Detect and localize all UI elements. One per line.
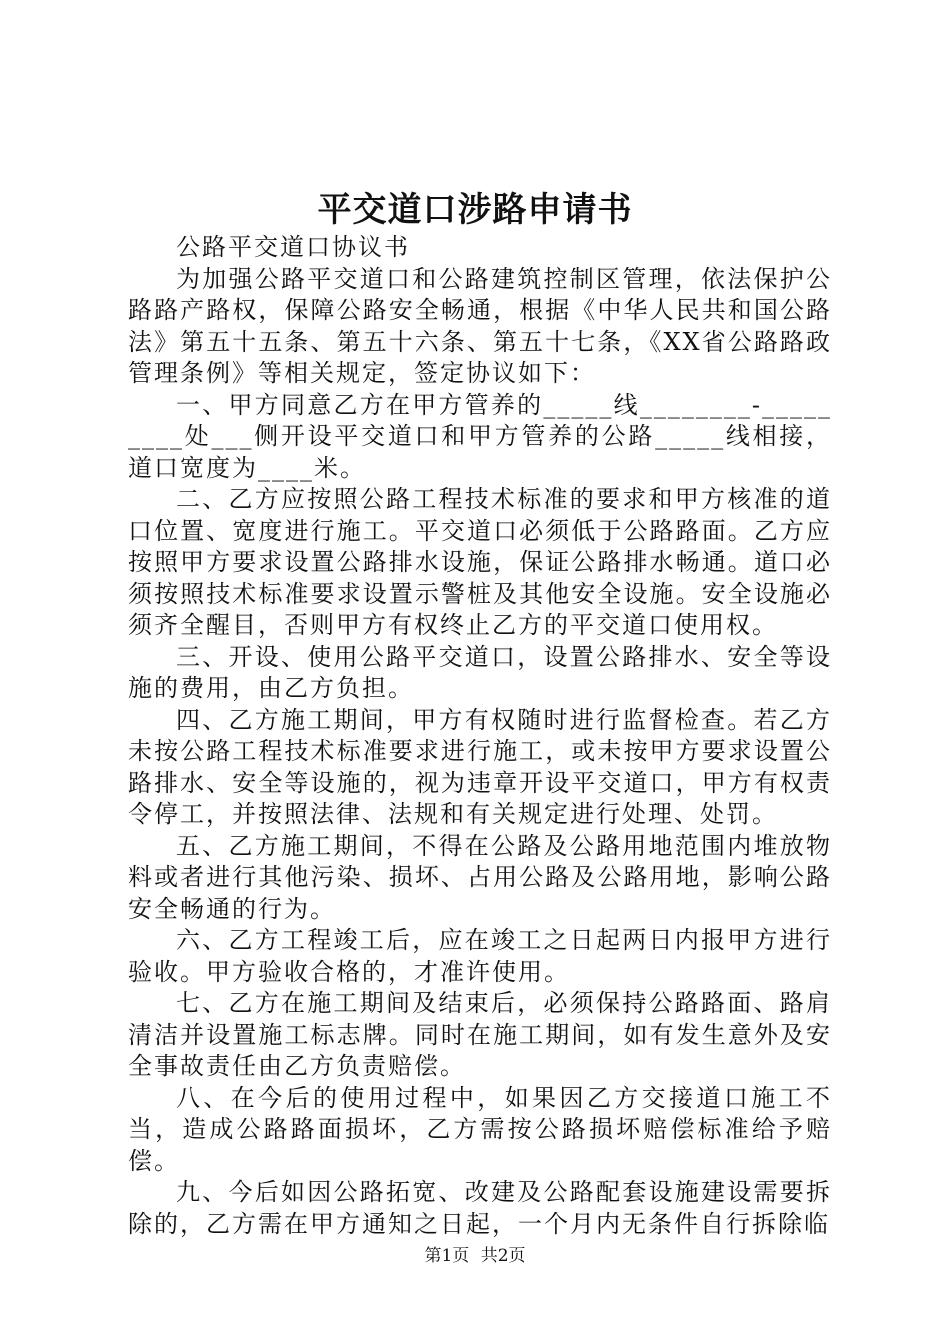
page-footer bbox=[0, 1244, 950, 1268]
paragraph: 七、乙方在施工期间及结束后，必须保持公路路面、路肩清洁并设置施工标志牌。同时在施工期间，如有发生意外及安全事故责任由乙方负责赔偿。 bbox=[128, 989, 832, 1080]
paragraph: 九、今后如因公路拓宽、改建及公路配套设施建设需要拆除的，乙方需在甲方通知之日起，一个月内无条件自行拆除临 bbox=[128, 1178, 832, 1238]
paragraph: 三、开设、使用公路平交道口，设置公路排水、安全等设施的费用，由乙方负担。 bbox=[128, 642, 832, 702]
paragraph: 五、乙方施工期间，不得在公路及公路用地范围内堆放物料或者进行其他污染、损坏、占用公路及公路用地，影响公路安全畅通的行为。 bbox=[128, 831, 832, 923]
paragraph: 公路平交道口协议书 bbox=[176, 233, 410, 261]
paragraph: 四、乙方施工期间，甲方有权随时进行监督检查。若乙方未按公路工程技术标准要求进行施工，或未按甲方要求设置公路排水、安全等设施的，视为违章开设平交道口，甲方有权责令停工，并按照法律、法规和有关规定进行处理、处罚。 bbox=[128, 705, 832, 828]
paragraph: 为加强公路平交道口和公路建筑控制区管理，依法保护公路路产路权，保障公路安全畅通，根据《中华人民共和国公路法》第五十五条、第五十六条、第五十七条，《XX省公路路政管理条例》等相关规定，签定协议如下： bbox=[128, 264, 832, 387]
paragraph: 六、乙方工程竣工后，应在竣工之日起两日内报甲方进行验收。甲方验收合格的，才准许使用。 bbox=[128, 926, 832, 986]
paragraph: 八、在今后的使用过程中，如果因乙方交接道口施工不当，造成公路路面损坏，乙方需按公路损坏赔偿标准给予赔偿。 bbox=[128, 1083, 832, 1175]
page-number: 第1页 bbox=[424, 1246, 470, 1266]
page-total: 共2页 bbox=[480, 1246, 526, 1266]
document-body bbox=[128, 232, 832, 1240]
document-title: 平交道口涉路申请书 bbox=[317, 190, 633, 230]
paragraph: 二、乙方应按照公路工程技术标准的要求和甲方核准的道口位置、宽度进行施工。平交道口必须低于公路路面。乙方应按照甲方要求设置公路排水设施，保证公路排水畅通。道口必须按照技术标准要求设置示警桩及其他安全设施。安全设施必须齐全醒目，否则甲方有权终止乙方的平交道口使用权。 bbox=[128, 485, 832, 639]
paragraph: 一、甲方同意乙方在甲方管养的_____线________-_________处___侧开设平交道口和甲方管养的公路_____线相接，道口宽度为____米。 bbox=[128, 390, 832, 482]
